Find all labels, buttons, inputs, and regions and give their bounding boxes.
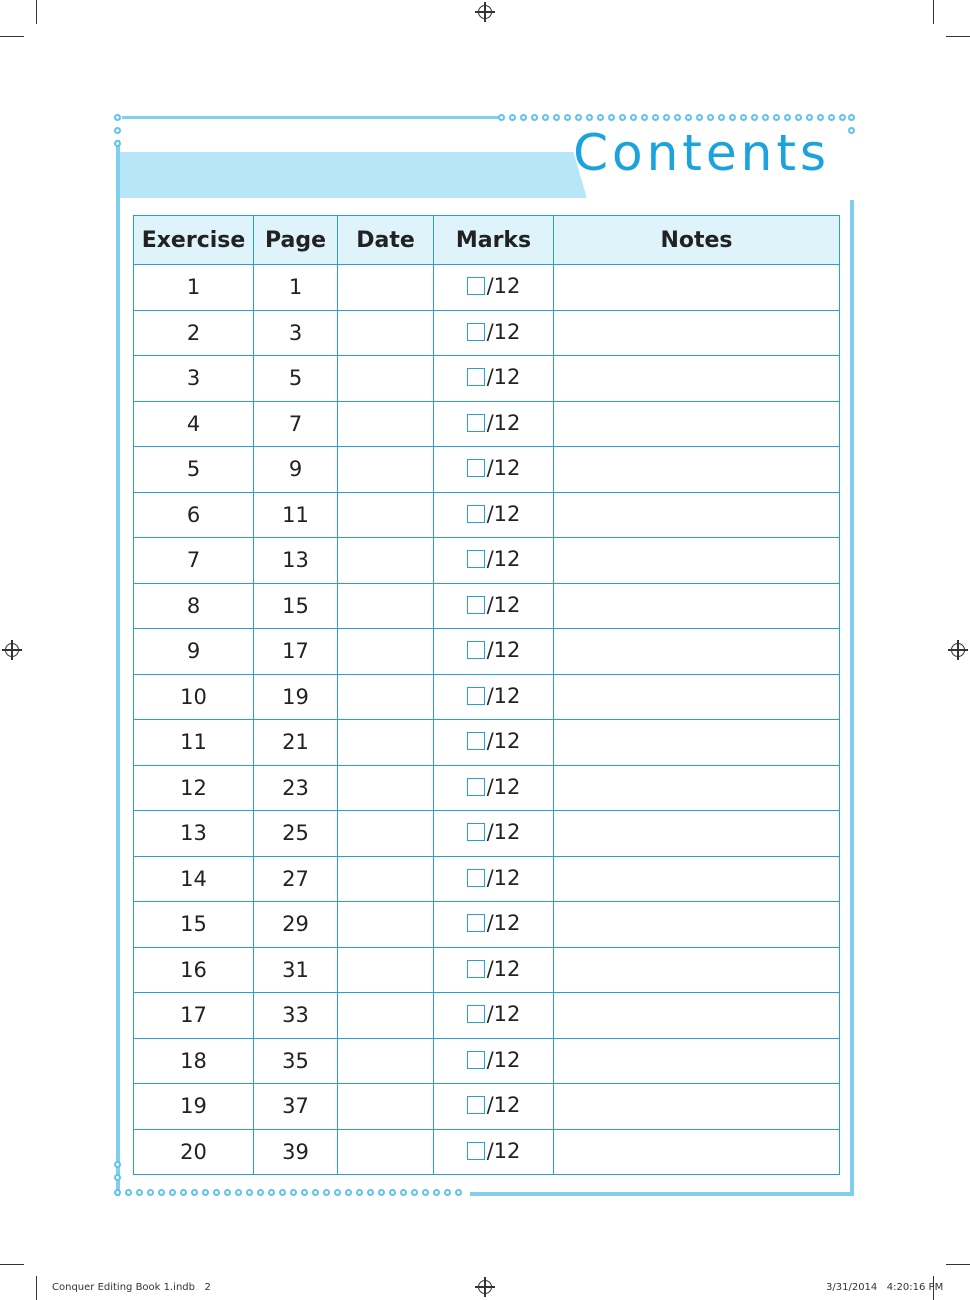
- notes-cell[interactable]: [554, 674, 840, 720]
- marks-cell: [434, 1038, 554, 1084]
- score-box[interactable]: [467, 778, 485, 796]
- notes-cell[interactable]: [554, 401, 840, 447]
- notes-cell[interactable]: [554, 720, 840, 766]
- footer-timestamp: 3/31/2014 4:20:16 PM: [826, 1282, 944, 1293]
- registration-mark-icon: [5, 643, 19, 657]
- date-cell[interactable]: [338, 765, 434, 811]
- score-box[interactable]: [467, 505, 485, 523]
- marks-cell: [434, 447, 554, 493]
- marks-total: /12: [486, 1138, 521, 1163]
- date-cell[interactable]: [338, 629, 434, 675]
- page-title: Contents: [573, 124, 830, 182]
- notes-cell[interactable]: [554, 447, 840, 493]
- column-header-date: Date: [338, 216, 434, 265]
- page-number: 21: [254, 720, 338, 766]
- column-header-marks: Marks: [434, 216, 554, 265]
- notes-cell[interactable]: [554, 1084, 840, 1130]
- date-cell[interactable]: [338, 720, 434, 766]
- exercise-number: 19: [134, 1084, 254, 1130]
- score-box[interactable]: [467, 1005, 485, 1023]
- marks-total: /12: [486, 501, 521, 526]
- score-box[interactable]: [467, 1051, 485, 1069]
- exercise-number: 16: [134, 947, 254, 993]
- marks-total: /12: [486, 911, 521, 936]
- date-cell[interactable]: [338, 811, 434, 857]
- marks-total: /12: [486, 820, 521, 845]
- score-box[interactable]: [467, 914, 485, 932]
- crop-mark: [0, 1264, 24, 1265]
- marks-cell: [434, 583, 554, 629]
- footer-file-info: Conquer Editing Book 1.indb 2: [52, 1282, 211, 1293]
- frame-border: [116, 140, 120, 1196]
- date-cell[interactable]: [338, 947, 434, 993]
- marks-total: /12: [486, 592, 521, 617]
- marks-total: /12: [486, 1093, 521, 1118]
- marks-cell: [434, 811, 554, 857]
- marks-total: /12: [486, 274, 521, 299]
- marks-total: /12: [486, 683, 521, 708]
- table-row: [134, 902, 840, 948]
- table-row: [134, 720, 840, 766]
- marks-cell: [434, 492, 554, 538]
- marks-total: /12: [486, 729, 521, 754]
- date-cell[interactable]: [338, 538, 434, 584]
- page-number: 13: [254, 538, 338, 584]
- date-cell[interactable]: [338, 1084, 434, 1130]
- exercise-number: 7: [134, 538, 254, 584]
- marks-cell: [434, 902, 554, 948]
- score-box[interactable]: [467, 960, 485, 978]
- page-number: 7: [254, 401, 338, 447]
- exercise-number: 20: [134, 1129, 254, 1175]
- notes-cell[interactable]: [554, 492, 840, 538]
- exercise-number: 18: [134, 1038, 254, 1084]
- marks-total: /12: [486, 365, 521, 390]
- table-row: [134, 265, 840, 311]
- date-cell[interactable]: [338, 856, 434, 902]
- marks-cell: [434, 356, 554, 402]
- page-number: 39: [254, 1129, 338, 1175]
- page-number: 19: [254, 674, 338, 720]
- crop-mark: [933, 0, 934, 24]
- table-row: [134, 1129, 840, 1175]
- frame-border: [122, 116, 502, 119]
- dot-border: [114, 1161, 121, 1181]
- page-number: 31: [254, 947, 338, 993]
- notes-cell[interactable]: [554, 538, 840, 584]
- marks-total: /12: [486, 1047, 521, 1072]
- marks-total: /12: [486, 410, 521, 435]
- page-number: 11: [254, 492, 338, 538]
- score-box[interactable]: [467, 277, 485, 295]
- page-number: 1: [254, 265, 338, 311]
- score-box[interactable]: [467, 869, 485, 887]
- notes-cell[interactable]: [554, 265, 840, 311]
- registration-mark-icon: [951, 643, 965, 657]
- table-row: [134, 447, 840, 493]
- exercise-number: 15: [134, 902, 254, 948]
- exercise-number: 8: [134, 583, 254, 629]
- notes-cell[interactable]: [554, 856, 840, 902]
- exercise-number: 4: [134, 401, 254, 447]
- marks-cell: [434, 856, 554, 902]
- score-box[interactable]: [467, 641, 485, 659]
- marks-cell: [434, 401, 554, 447]
- column-header-exercise: Exercise: [134, 216, 254, 265]
- page-number: 25: [254, 811, 338, 857]
- score-box[interactable]: [467, 1142, 485, 1160]
- date-cell[interactable]: [338, 674, 434, 720]
- table-row: [134, 947, 840, 993]
- exercise-number: 17: [134, 993, 254, 1039]
- date-cell[interactable]: [338, 310, 434, 356]
- score-box[interactable]: [467, 414, 485, 432]
- date-cell[interactable]: [338, 447, 434, 493]
- page-number: 35: [254, 1038, 338, 1084]
- page-number: 37: [254, 1084, 338, 1130]
- table-row: [134, 765, 840, 811]
- page-number: 17: [254, 629, 338, 675]
- table-row: [134, 310, 840, 356]
- exercise-number: 6: [134, 492, 254, 538]
- marks-total: /12: [486, 956, 521, 981]
- notes-cell[interactable]: [554, 310, 840, 356]
- table-header-row: [134, 216, 840, 265]
- score-box[interactable]: [467, 687, 485, 705]
- exercise-number: 2: [134, 310, 254, 356]
- date-cell[interactable]: [338, 265, 434, 311]
- table-row: [134, 356, 840, 402]
- marks-cell: [434, 310, 554, 356]
- table-row: [134, 993, 840, 1039]
- notes-cell[interactable]: [554, 993, 840, 1039]
- page-number: 23: [254, 765, 338, 811]
- date-cell[interactable]: [338, 1038, 434, 1084]
- marks-cell: [434, 629, 554, 675]
- exercise-number: 13: [134, 811, 254, 857]
- score-box[interactable]: [467, 1096, 485, 1114]
- dot-border: [114, 114, 121, 147]
- crop-mark: [946, 36, 970, 37]
- table-row: [134, 492, 840, 538]
- marks-cell: [434, 765, 554, 811]
- crop-mark: [946, 1264, 970, 1265]
- table-row: [134, 583, 840, 629]
- marks-cell: [434, 265, 554, 311]
- marks-total: /12: [486, 319, 521, 344]
- frame-border: [470, 1192, 854, 1196]
- marks-cell: [434, 1084, 554, 1130]
- notes-cell[interactable]: [554, 811, 840, 857]
- column-header-notes: Notes: [554, 216, 840, 265]
- score-box[interactable]: [467, 459, 485, 477]
- marks-cell: [434, 947, 554, 993]
- page-number: 3: [254, 310, 338, 356]
- crop-mark: [36, 1276, 37, 1300]
- page-number: 9: [254, 447, 338, 493]
- notes-cell[interactable]: [554, 947, 840, 993]
- date-cell[interactable]: [338, 993, 434, 1039]
- dot-border: [114, 1189, 462, 1196]
- table-row: [134, 1038, 840, 1084]
- marks-cell: [434, 720, 554, 766]
- crop-mark: [0, 36, 24, 37]
- table-row: [134, 401, 840, 447]
- marks-total: /12: [486, 547, 521, 572]
- score-box[interactable]: [467, 550, 485, 568]
- marks-total: /12: [486, 638, 521, 663]
- table-row: [134, 811, 840, 857]
- table-row: [134, 674, 840, 720]
- exercise-number: 14: [134, 856, 254, 902]
- exercise-number: 1: [134, 265, 254, 311]
- page-number: 33: [254, 993, 338, 1039]
- exercise-number: 9: [134, 629, 254, 675]
- score-box[interactable]: [467, 596, 485, 614]
- exercise-number: 3: [134, 356, 254, 402]
- page-number: 5: [254, 356, 338, 402]
- marks-total: /12: [486, 1002, 521, 1027]
- exercise-number: 12: [134, 765, 254, 811]
- registration-mark-icon: [478, 5, 492, 19]
- marks-cell: [434, 674, 554, 720]
- score-box[interactable]: [467, 323, 485, 341]
- page-number: 15: [254, 583, 338, 629]
- exercise-number: 11: [134, 720, 254, 766]
- notes-cell[interactable]: [554, 902, 840, 948]
- marks-total: /12: [486, 456, 521, 481]
- notes-cell[interactable]: [554, 629, 840, 675]
- table-row: [134, 629, 840, 675]
- marks-total: /12: [486, 865, 521, 890]
- notes-cell[interactable]: [554, 356, 840, 402]
- dot-border: [498, 114, 846, 121]
- date-cell[interactable]: [338, 902, 434, 948]
- page-number: 27: [254, 856, 338, 902]
- date-cell[interactable]: [338, 492, 434, 538]
- exercise-number: 10: [134, 674, 254, 720]
- table-row: [134, 856, 840, 902]
- exercise-number: 5: [134, 447, 254, 493]
- notes-cell[interactable]: [554, 1038, 840, 1084]
- marks-cell: [434, 993, 554, 1039]
- date-cell[interactable]: [338, 1129, 434, 1175]
- marks-cell: [434, 1129, 554, 1175]
- notes-cell[interactable]: [554, 583, 840, 629]
- marks-total: /12: [486, 774, 521, 799]
- marks-cell: [434, 538, 554, 584]
- frame-border: [850, 150, 854, 1196]
- registration-mark-icon: [478, 1280, 492, 1294]
- notes-cell[interactable]: [554, 765, 840, 811]
- table-row: [134, 1084, 840, 1130]
- table-row: [134, 538, 840, 584]
- date-cell[interactable]: [338, 583, 434, 629]
- score-box[interactable]: [467, 368, 485, 386]
- score-box[interactable]: [467, 732, 485, 750]
- date-cell[interactable]: [338, 356, 434, 402]
- page-number: 29: [254, 902, 338, 948]
- date-cell[interactable]: [338, 401, 434, 447]
- contents-table: [133, 215, 840, 1175]
- score-box[interactable]: [467, 823, 485, 841]
- notes-cell[interactable]: [554, 1129, 840, 1175]
- crop-mark: [36, 0, 37, 24]
- column-header-page: Page: [254, 216, 338, 265]
